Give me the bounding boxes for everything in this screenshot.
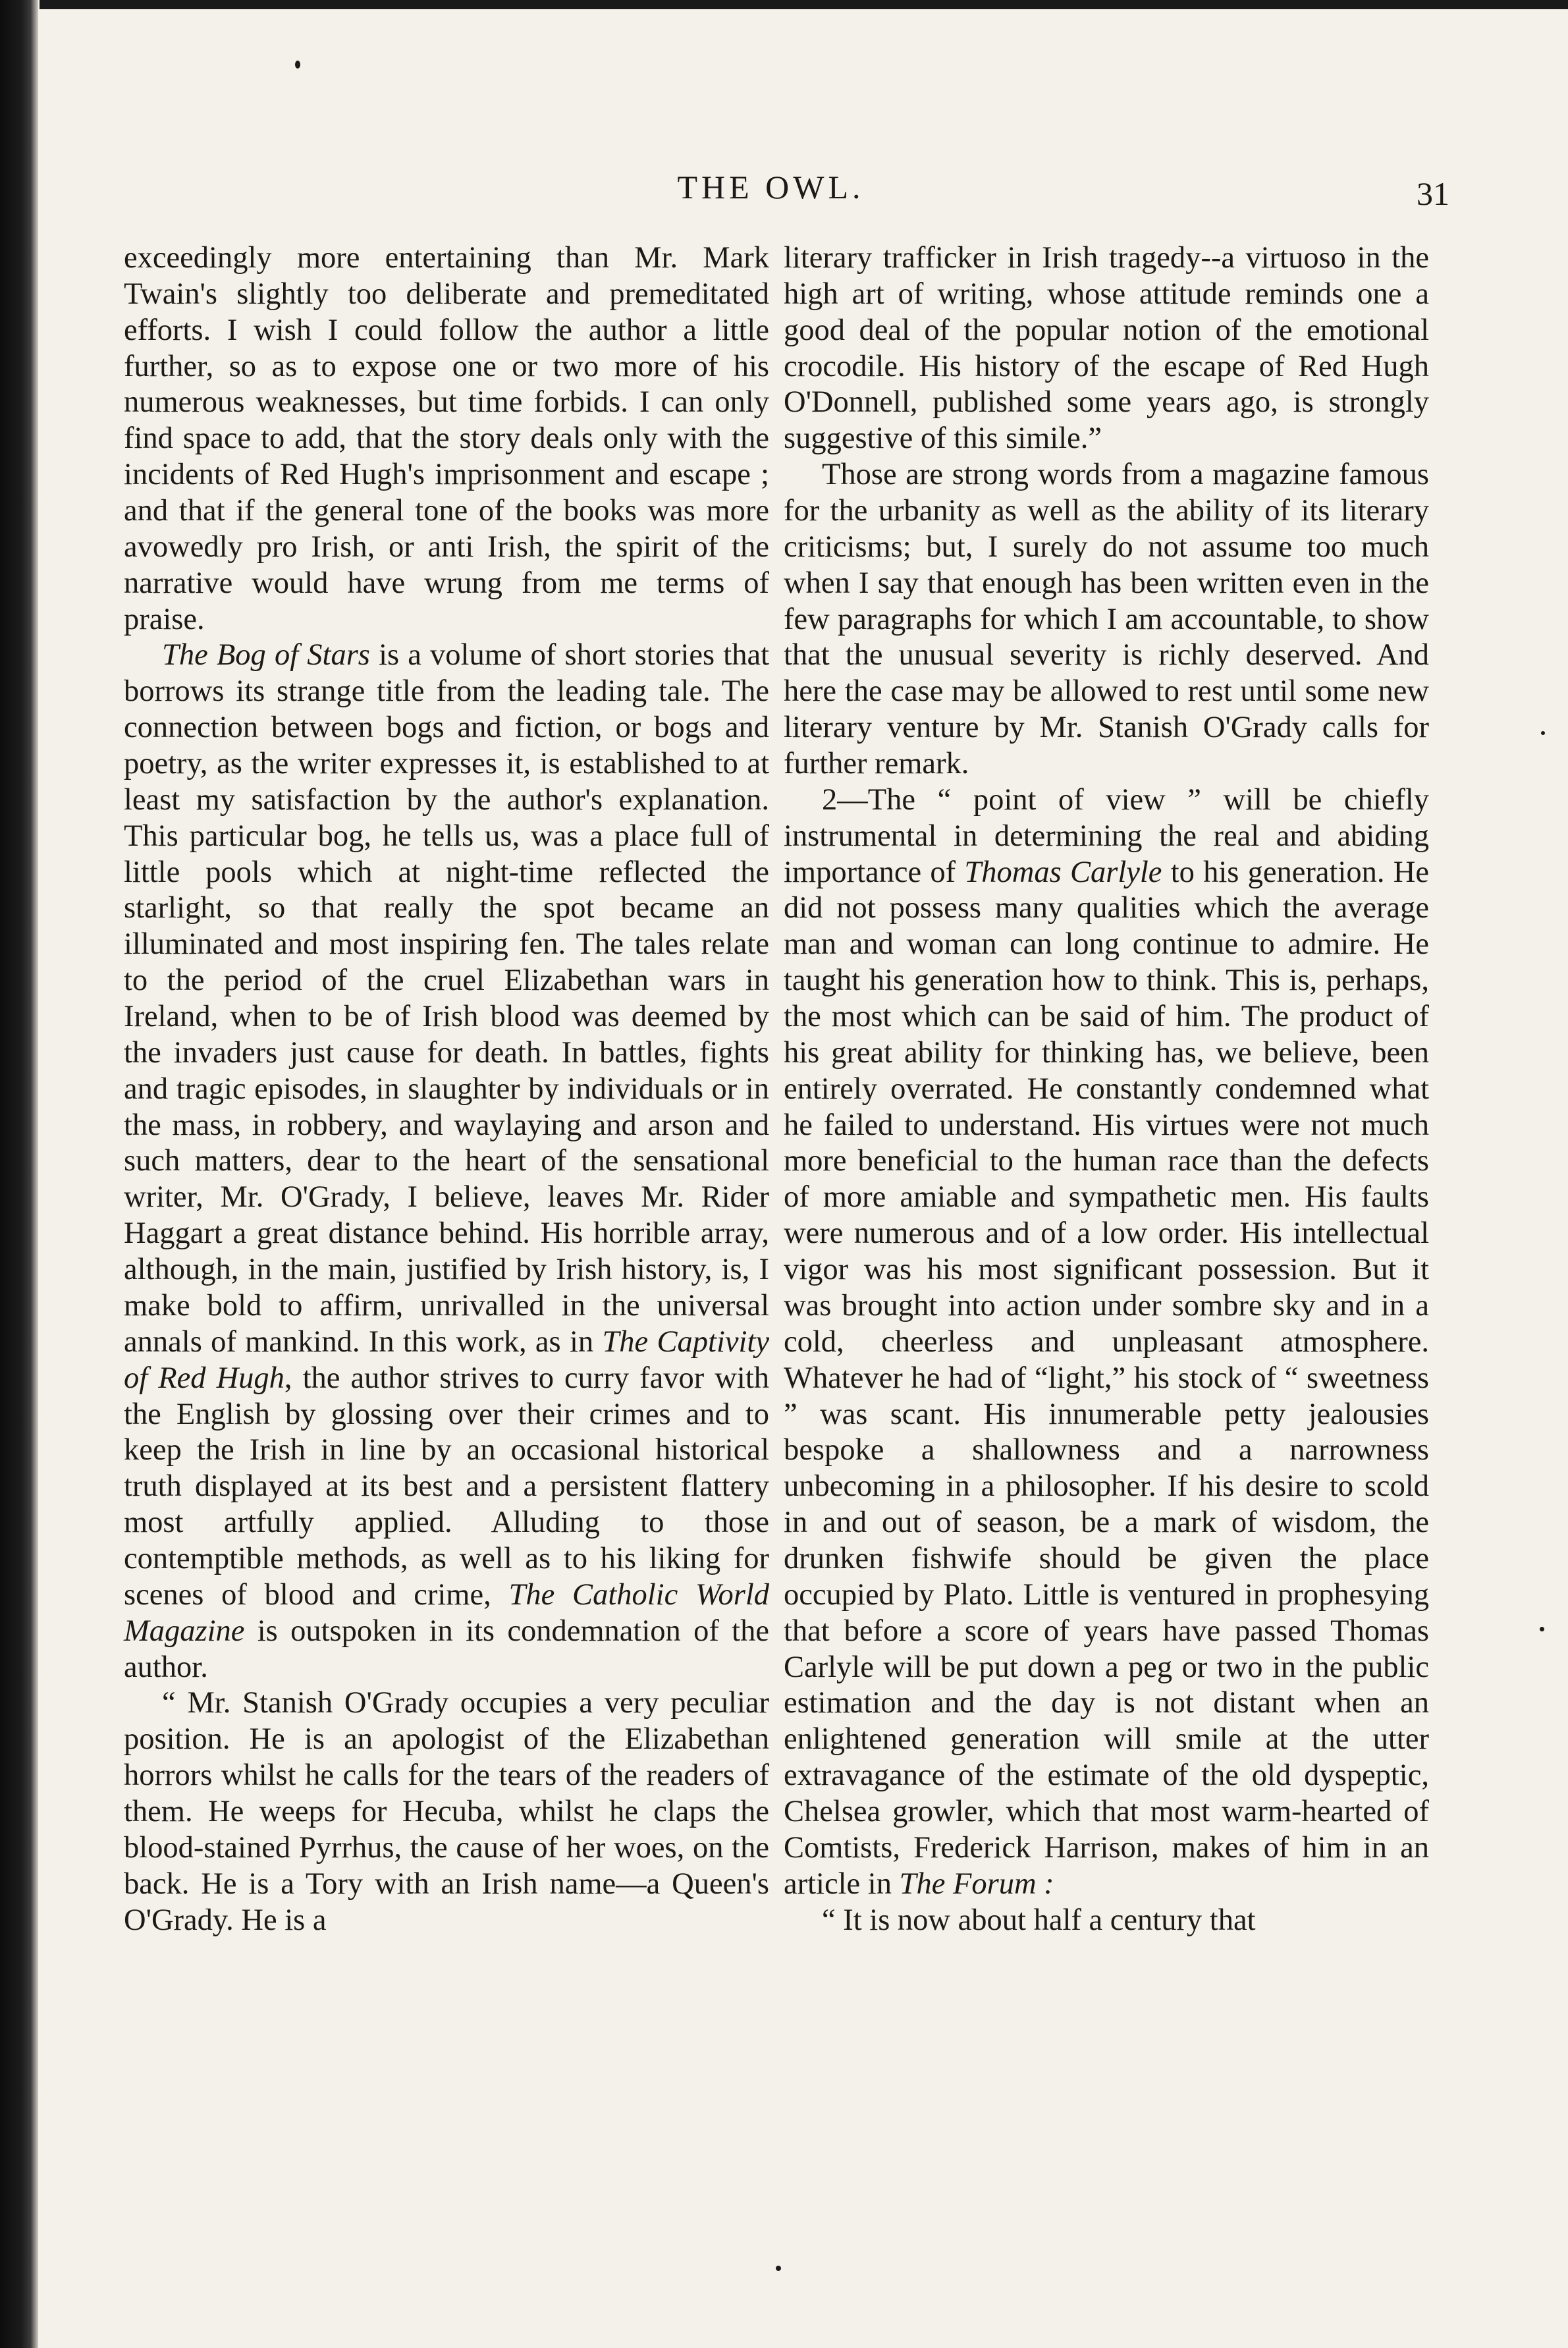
page-header bbox=[92, 168, 1449, 221]
paragraph bbox=[784, 457, 1429, 782]
paragraph-text: is a volume of short stories that borrows its strange title from the leading tale. The connection between bogs and fiction, or bogs and poetry, as the writer expresses it, is established to at least my satisfaction by the author's explanation. This particular bog, he tells us, was a place full of little pools which at night-time reflected the starlight, so that really the spot became an illuminated and most inspiring fen. The tales relate to the period of the cruel Elizabethan wars in Ireland, when to be of Irish blood was deemed by the invaders just cause for death. In battles, fights and tragic episodes, in slaughter by individuals or in the mass, in robbery, and waylaying and arson and such matters, dear to the heart of the sensational writer, Mr. O'Grady, I believe, leaves Mr. Rider Haggart a great distance behind. His horrible array, although, in the main, justified by Irish history, is, I make bold to affirm, unrivalled in the universal annals of mankind. In this work, as in bbox=[124, 638, 769, 1359]
paragraph bbox=[124, 638, 769, 1685]
quotation-paragraph bbox=[784, 1903, 1429, 1939]
left-column bbox=[124, 240, 769, 1938]
publication-title: The Forum : bbox=[899, 1867, 1054, 1901]
paragraph-text: , the author strives to curry favor with the English by glossing over their crimes and to keep the Irish in line by an occasional historical truth displayed at its best and a persistent flattery most artfully applied. Alluding to those contemptible methods, as well as to his liking for scenes of blood and crime, bbox=[124, 1361, 770, 1612]
paragraph bbox=[124, 240, 769, 638]
print-speck bbox=[776, 2266, 781, 2271]
print-speck bbox=[295, 61, 300, 68]
publication-title: The Catholic World Magazine bbox=[124, 1577, 769, 1648]
paragraph bbox=[784, 240, 1429, 457]
book-spine-shadow bbox=[0, 0, 38, 2348]
paragraph-text: literary trafficker in Irish tragedy--a virtuoso in the high art of writing, whose attitude reminds one a good deal of the popular notion of the emotional crocodile. His history of the escape of Red Hugh O'Donnell, published some years ago, is strongly suggestive of this simile.” bbox=[784, 241, 1429, 456]
paragraph-text: is outspoken in its condemnation of the author. bbox=[124, 1614, 769, 1684]
right-column bbox=[784, 240, 1429, 1938]
paragraph-text: 2—The “ point of view ” will be chiefly instrumental in determining the real and abiding importance of bbox=[784, 782, 1429, 889]
page-number: 31 bbox=[1417, 175, 1449, 212]
paragraph-text: Those are strong words from a magazine famous for the urbanity as well as the ability of its literary criticisms; but, I surely do not assume too much when I say that enough has been written even in the few paragraphs for which I am accountable, to show that the unusual severity is richly deserved. And here the case may be allowed to rest until some new literary venture by Mr. Stanish O'Grady calls for further remark. bbox=[784, 458, 1429, 781]
print-speck bbox=[1540, 1627, 1544, 1631]
running-title: THE OWL. bbox=[677, 169, 865, 205]
paragraph-text: to his generation. He did not possess many qualities which the average man and woman can long continue to admire. He taught his generation how to think. This is, perhaps, the most which can be said of him. The product of his great ability for thinking has, we believe, been entirely overrated. He constantly condemned what he failed to understand. His virtues were not much more beneficial to the human race than the defects of more amiable and sympathetic men. His faults were numerous and of a low order. His intellectual vigor was his most significant possession. But it was brought into action under sombre sky and in a cold, cheerless and unpleasant atmosphere. Whatever he had of “light,” his stock of “ sweetness ” was scant. His innumerable petty jealousies bespoke a shallowness and a narrowness unbecoming in a philosopher. If his desire to scold in and out of season, be a mark of wisdom, the drunken fishwife should be given the place occupied by Plato. Little is ventured in prophesying that before a score of years have passed Thomas Carlyle will be put down a peg or two in the public estimation and the day is not distant when an enlightened generation will smile at the utter extravagance of the estimate of the old dyspeptic, Chelsea growler, which that most warm-hearted of Comtists, Frederick Harrison, makes of him in an article in bbox=[784, 855, 1429, 1901]
paragraph-text: exceedingly more entertaining than Mr. Mark Twain's slightly too deliberate and premeditated efforts. I wish I could follow the author a little further, so as to expose one or two more of his numerous weaknesses, but time forbids. I can only find space to add, that the story deals only with the incidents of Red Hugh's imprisonment and escape ; and that if the general tone of the books was more avowedly pro Irish, or anti Irish, the spirit of the narrative would have wrung from me terms of praise. bbox=[124, 241, 769, 636]
person-name: Thomas Carlyle bbox=[964, 855, 1162, 889]
paragraph bbox=[784, 782, 1429, 1903]
quotation-paragraph bbox=[124, 1685, 769, 1938]
paragraph-text: “ Mr. Stanish O'Grady occupies a very peculiar position. He is an apologist of the Elizabethan horrors whilst he calls for the tears of the readers of them. He weeps for Hecuba, whilst he claps the blood-stained Pyrrhus, the cause of her woes, on the back. He is a Tory with an Irish name—a Queen's O'Grady. He is a bbox=[124, 1686, 769, 1937]
book-title: The Captivity of Red Hugh bbox=[124, 1324, 769, 1395]
print-speck bbox=[1541, 731, 1545, 735]
paragraph-text: “ It is now about half a century that bbox=[822, 1903, 1256, 1937]
top-rule bbox=[40, 0, 1568, 9]
book-title: The Bog of Stars bbox=[162, 638, 370, 672]
